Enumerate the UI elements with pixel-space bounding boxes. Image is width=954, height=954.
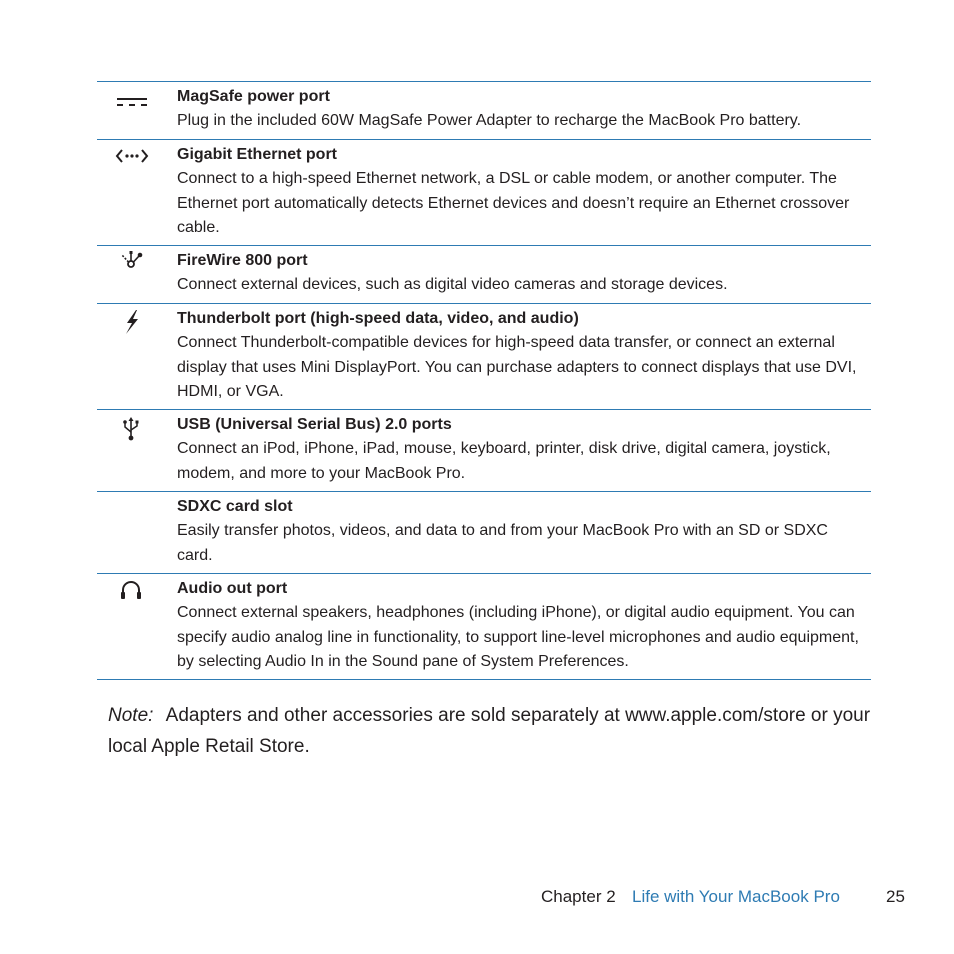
port-title: Thunderbolt port (high-speed data, video, and audio) bbox=[177, 310, 579, 327]
note-paragraph bbox=[108, 701, 888, 762]
footer-chapter-title: Life with Your MacBook Pro bbox=[632, 887, 840, 906]
headphones-icon bbox=[114, 579, 150, 601]
firewire-icon bbox=[114, 250, 150, 272]
port-title: MagSafe power port bbox=[177, 88, 330, 105]
port-description: Plug in the included 60W MagSafe Power Adapter to recharge the MacBook Pro battery. bbox=[177, 112, 802, 130]
magsafe-power-icon bbox=[114, 92, 150, 114]
port-row-audio-out bbox=[97, 574, 871, 680]
port-row-firewire bbox=[97, 246, 871, 304]
note-text: Adapters and other accessories are sold separately at www.apple.com/store or your local Apple Retail Store. bbox=[108, 705, 871, 757]
port-row-magsafe bbox=[97, 82, 871, 140]
port-description: Easily transfer photos, videos, and data to and from your MacBook Pro with an SD or SDXC card. bbox=[177, 522, 828, 564]
ports-table bbox=[97, 81, 871, 680]
port-row-sdxc bbox=[97, 492, 871, 574]
port-title: USB (Universal Serial Bus) 2.0 ports bbox=[177, 416, 452, 433]
port-row-usb bbox=[97, 410, 871, 492]
port-title: Gigabit Ethernet port bbox=[177, 146, 337, 163]
port-row-ethernet bbox=[97, 140, 871, 246]
page-number: 25 bbox=[886, 887, 905, 906]
port-title: Audio out port bbox=[177, 580, 288, 597]
usb-icon bbox=[114, 416, 150, 442]
port-description: Connect an iPod, iPhone, iPad, mouse, keyboard, printer, disk drive, digital camera, joystick, modem, and more to your MacBook Pro. bbox=[177, 440, 831, 482]
port-row-thunderbolt bbox=[97, 304, 871, 410]
port-description: Connect to a high-speed Ethernet network, a DSL or cable modem, or another computer. The Ethernet port automatically detects Ethernet devices and doesn’t require an Ethernet crossover cable. bbox=[177, 170, 850, 236]
note-label: Note: bbox=[108, 705, 154, 726]
footer-chapter: Chapter 2 bbox=[541, 887, 616, 906]
port-description: Connect external devices, such as digital video cameras and storage devices. bbox=[177, 276, 728, 294]
port-title: FireWire 800 port bbox=[177, 252, 308, 269]
port-description: Connect external speakers, headphones (including iPhone), or digital audio equipment. You can specify audio analog line in functionality, to support line-level microphones and audio equipment, by selecting Audio In in the Sound pane of System Preferences. bbox=[177, 604, 859, 670]
ethernet-icon bbox=[114, 145, 150, 167]
thunderbolt-icon bbox=[114, 309, 150, 335]
port-title: SDXC card slot bbox=[177, 498, 293, 515]
port-description: Connect Thunderbolt-compatible devices for high-speed data transfer, or connect an external display that uses Mini DisplayPort. You can purchase adapters to connect displays that use DVI, HDMI, or VGA. bbox=[177, 334, 857, 400]
